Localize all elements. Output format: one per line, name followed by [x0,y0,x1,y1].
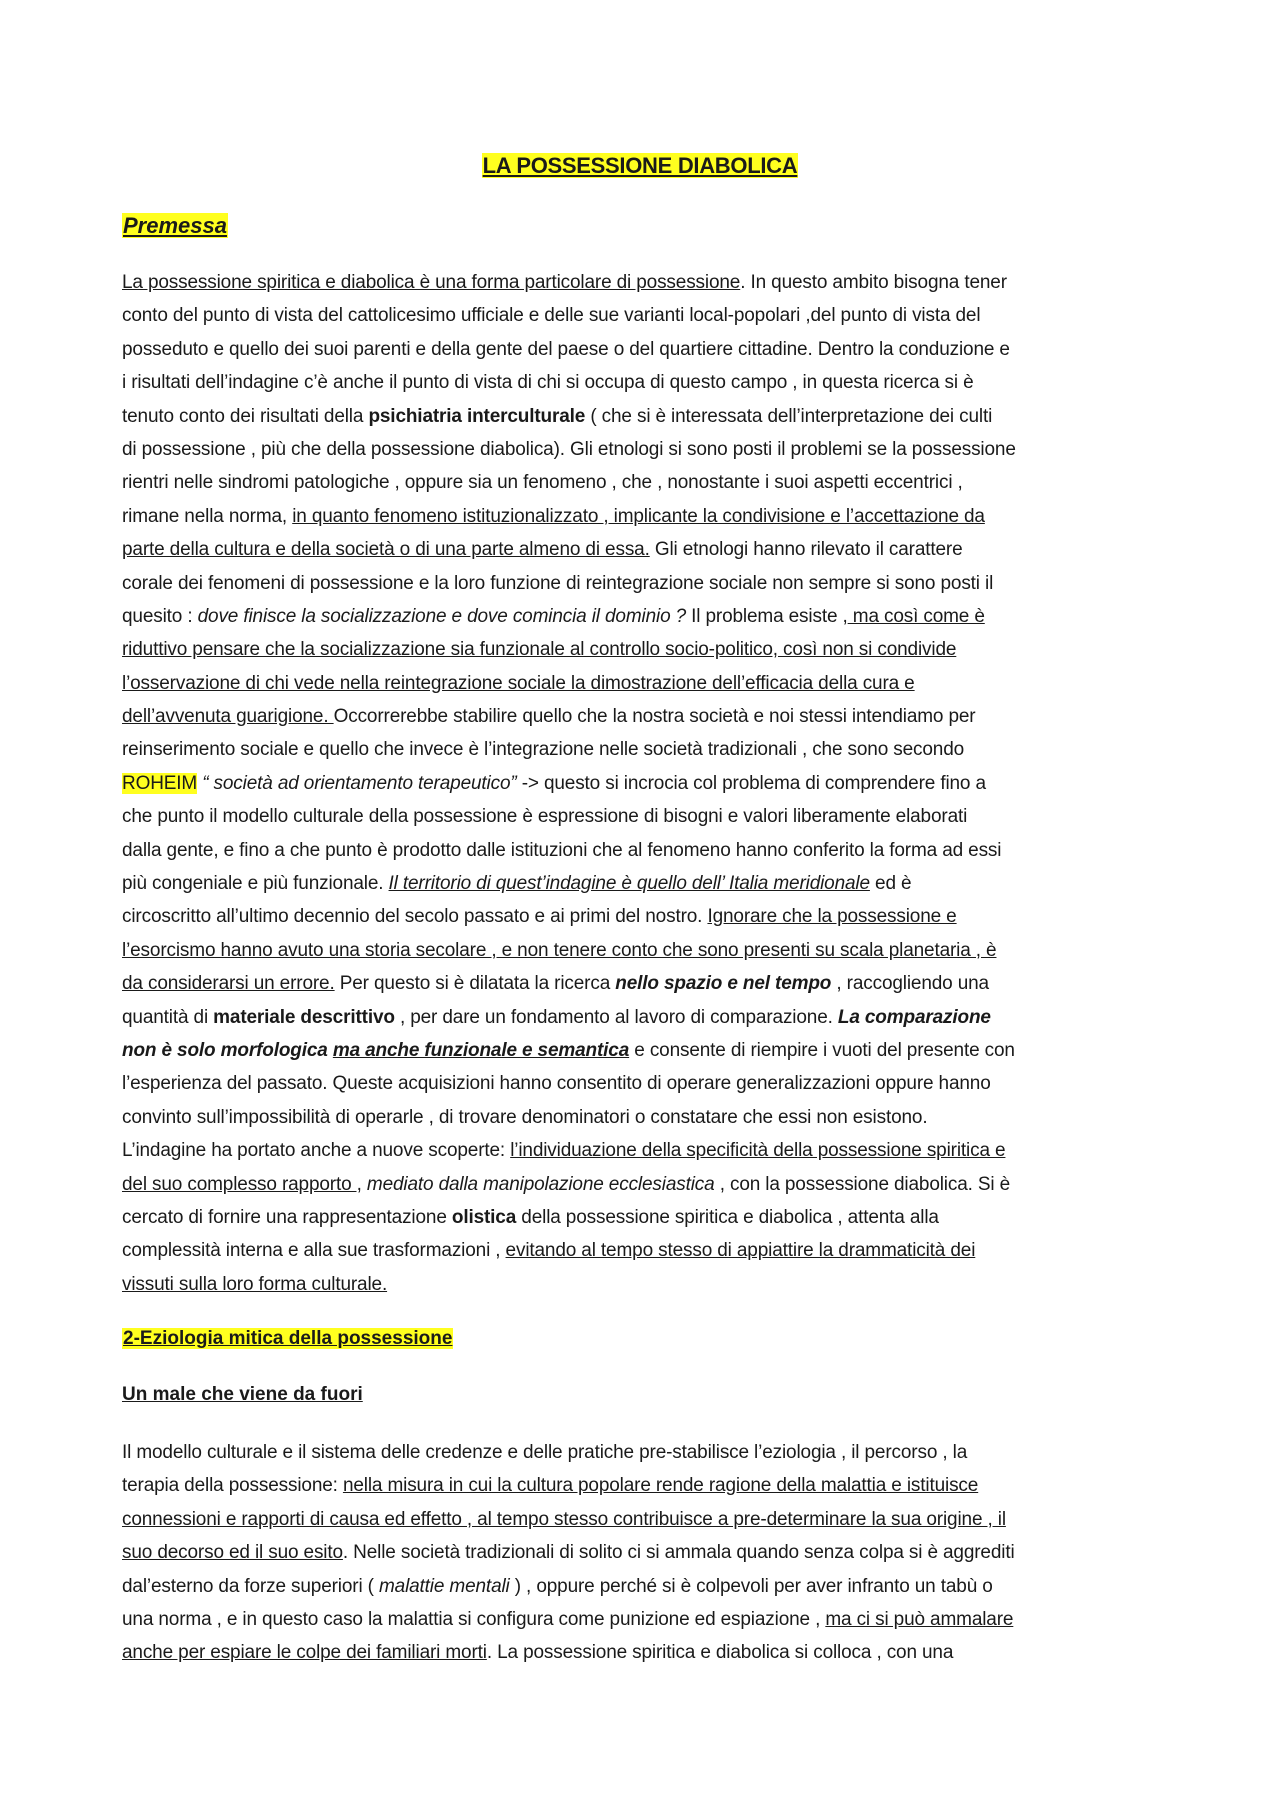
text-line: l’esorcismo hanno avuto una storia secolare , e non tenere conto che sono presenti su scala planetaria , è [122,939,997,961]
text-line: dal’esterno da forze superiori ( malattie mentali ) , oppure perché si è colpevoli per aver infranto un tabù o [122,1575,993,1597]
text-line: Il modello culturale e il sistema delle credenze e delle pratiche pre-stabilisce l’eziologia , il percorso , la [122,1442,968,1463]
text-line: l’osservazione di chi vede nella reintegrazione sociale la dimostrazione dell’efficacia della cura e [122,672,915,694]
text-line: tenuto conto dei risultati della psichiatria interculturale ( che si è interessata dell’interpretazione dei culti [122,405,993,427]
text-line: riduttivo pensare che la socializzazione sia funzionale al controllo socio-politico, così non si condivide [122,639,957,661]
text-line: quesito : dove finisce la socializzazione e dove comincia il dominio ? Il problema esiste , ma così come è [122,605,985,627]
text-line: più congeniale e più funzionale. Il territorio di quest’indagine è quello dell’ Italia meridionale ed è [122,873,912,895]
text-line: terapia della possessione: nella misura in cui la cultura popolare rende ragione della malattia e istituisce [122,1475,979,1497]
text-line: una norma , e in questo caso la malattia si configura come punizione ed espiazione , ma ci si può ammalare [122,1608,1014,1630]
highlight-roheim: ROHEIM [122,772,198,794]
text-line: convinto sull’impossibilità di operarle , di trovare denominatori o constatare che essi non esistono. [122,1106,928,1128]
text-line: cercato di fornire una rappresentazione olistica della possessione spiritica e diabolica , attenta alla [122,1206,939,1228]
text-line: La possessione spiritica e diabolica è una forma particolare di possessione. In questo ambito bisogna tener [122,272,1007,293]
text-line: ROHEIM “ società ad orientamento terapeutico” -> questo si incrocia col problema di comprendere fino a [122,772,986,794]
text-line: dalla gente, e fino a che punto è prodotto dalle istituzioni che al fenomeno hanno conferito la forma ad essi [122,839,1002,861]
text-line: da considerarsi un errore. Per questo si è dilatata la ricerca nello spazio e nel tempo , raccogliendo una [122,973,989,995]
text-line: di possessione , più che della possessione diabolica). Gli etnologi si sono posti il problemi se la possessione [122,438,1016,460]
subsection-heading: Un male che viene da fuori [122,1384,363,1405]
text-line: rimane nella norma, in quanto fenomeno istituzionalizzato , implicante la condivisione e l’accettazione da [122,505,985,527]
paragraph-eziologia [122,1436,1168,1670]
document-title: LA POSSESSIONE DIABOLICA [482,153,798,178]
text-line: del suo complesso rapporto , mediato dalla manipolazione ecclesiastica , con la possessione diabolica. Si è [122,1173,1011,1195]
text-line: connessioni e rapporti di causa ed effetto , al tempo stesso contribuisce a pre-determinare la sua origine , il [122,1508,1006,1530]
text-line: anche per espiare le colpe dei familiari morti. La possessione spiritica e diabolica si colloca , con una [122,1642,954,1664]
section-heading-eziologia: 2-Eziologia mitica della possessione [123,1328,453,1349]
text-line: corale dei fenomeni di possessione e la loro funzione di reintegrazione sociale non sempre si sono posti il [122,572,994,594]
text-line: posseduto e quello dei suoi parenti e della gente del paese o del quartiere cittadine. Dentro la conduzione e [122,338,1010,360]
paragraph-premessa [122,266,1168,1301]
text-line: parte della cultura e della società o di una parte almeno di essa. Gli etnologi hanno rilevato il carattere [122,539,963,561]
text-line: complessità interna e alla sue trasformazioni , evitando al tempo stesso di appiattire la drammaticità dei [122,1240,976,1262]
text-line: l’esperienza del passato. Queste acquisizioni hanno consentito di operare generalizzazioni oppure hanno [122,1073,991,1095]
section-heading-premessa: Premessa [123,213,227,238]
text-line: non è solo morfologica ma anche funzionale e semantica e consente di riempire i vuoti del presente con [122,1039,1015,1061]
text-line: rientri nelle sindromi patologiche , oppure sia un fenomeno , che , nonostante i suoi aspetti eccentrici , [122,472,963,494]
text-line: i risultati dell’indagine c’è anche il punto di vista di chi si occupa di questo campo , in questa ricerca si è [122,372,974,394]
text-line: quantità di materiale descrittivo , per dare un fondamento al lavoro di comparazione. La comparazione [122,1006,991,1028]
text-line: suo decorso ed il suo esito. Nelle società tradizionali di solito ci si ammala quando senza colpa si è aggrediti [122,1542,1015,1564]
text-line: che punto il modello culturale della possessione è espressione di bisogni e valori liberamente elaborati [122,806,968,828]
text-line: circoscritto all’ultimo decennio del secolo passato e ai primi del nostro. Ignorare che la possessione e [122,906,957,928]
text-line: L’indagine ha portato anche a nuove scoperte: l’individuazione della specificità della possessione spiritica e [122,1140,1006,1162]
text-line: vissuti sulla loro forma culturale. [122,1273,388,1295]
text-line: conto del punto di vista del cattolicesimo ufficiale e delle sue varianti local-popolari ,del punto di vista del [122,305,981,327]
text-line: dell’avvenuta guarigione. Occorrerebbe stabilire quello che la nostra società e noi stessi intendiamo per [122,706,976,728]
text-line: reinserimento sociale e quello che invece è l’integrazione nelle società tradizionali , che sono secondo [122,739,965,761]
